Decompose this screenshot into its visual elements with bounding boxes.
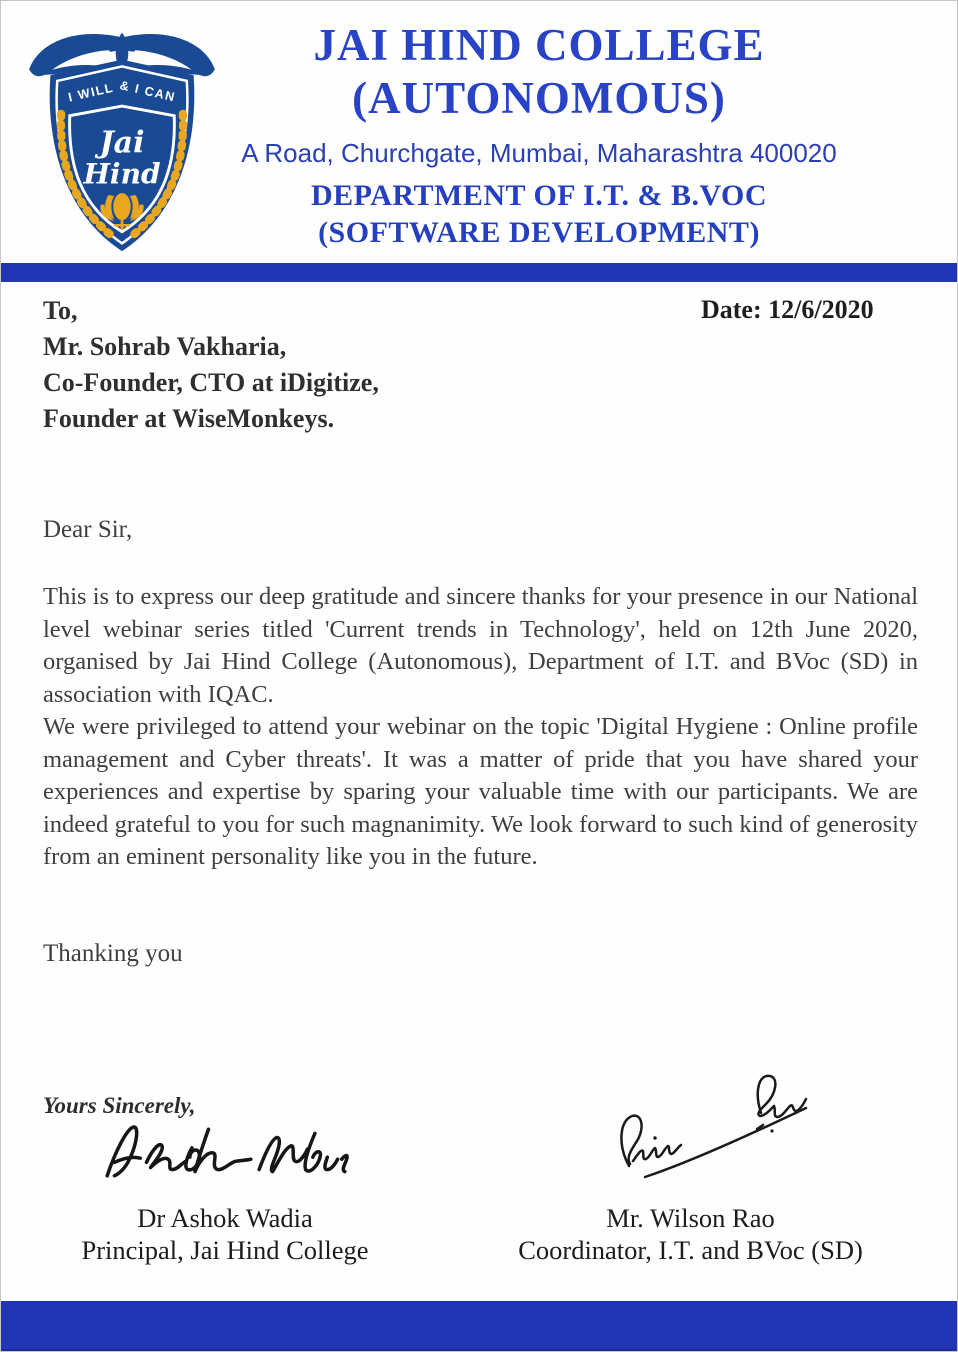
header-divider-bar bbox=[1, 263, 957, 282]
letter-body bbox=[43, 581, 918, 874]
signatory-name: Dr Ashok Wadia bbox=[137, 1203, 313, 1233]
signatory-title: Principal, Jai Hind College bbox=[81, 1235, 369, 1265]
letterhead bbox=[119, 19, 958, 251]
logo-name-line1: Jai bbox=[99, 125, 145, 161]
closing-line: Thanking you bbox=[43, 940, 183, 967]
recipient-line: Founder at WiseMonkeys. bbox=[43, 404, 335, 433]
college-address: A Road, Churchgate, Mumbai, Maharashtra 400020 bbox=[241, 138, 837, 168]
body-paragraph: This is to express our deep gratitude and sincere thanks for your presence in our National level webinar series titled 'Current trends in Technology', held on 12th June 2020, organised by Jai Hind College (Autonomous), Department of I.T. and BVoc (SD) in association with IQAC. bbox=[43, 583, 918, 708]
signature-ashok-wadia bbox=[101, 1115, 349, 1189]
signatory-title: Coordinator, I.T. and BVoc (SD) bbox=[518, 1235, 863, 1265]
logo-name-line2: Hind bbox=[83, 157, 161, 191]
signatory-principal bbox=[1, 1202, 449, 1266]
recipient-block bbox=[43, 293, 379, 437]
signature-wilson-rao bbox=[609, 1069, 819, 1189]
body-paragraph: We were privileged to attend your webinar on the topic 'Digital Hygiene : Online profile management and Cyber threats'. It was a matter of pride that you have shared your experiences and expertise by sparing your valuable time with our participants. We are indeed grateful to you for such magnanimity. We look forward to such kind of generosity from an eminent personality like you in the future. bbox=[43, 713, 918, 870]
college-name: JAI HIND COLLEGE bbox=[313, 20, 765, 70]
recipient-line: To, bbox=[43, 296, 78, 325]
sign-off: Yours Sincerely, bbox=[43, 1093, 196, 1118]
recipient-line: Mr. Sohrab Vakharia, bbox=[43, 332, 287, 361]
logo-motto: I WILL & I CAN bbox=[66, 78, 178, 105]
salutation: Dear Sir, bbox=[43, 516, 133, 543]
department-line1: DEPARTMENT OF I.T. & B.VOC bbox=[310, 179, 768, 212]
department-line2: (SOFTWARE DEVELOPMENT) bbox=[318, 216, 760, 249]
signatory-name: Mr. Wilson Rao bbox=[606, 1203, 775, 1233]
signatory-coordinator bbox=[463, 1202, 918, 1266]
college-autonomous: (AUTONOMOUS) bbox=[352, 73, 726, 123]
footer-bar bbox=[1, 1301, 957, 1352]
recipient-line: Co-Founder, CTO at iDigitize, bbox=[43, 368, 379, 397]
letter-date: Date: 12/6/2020 bbox=[701, 295, 874, 324]
